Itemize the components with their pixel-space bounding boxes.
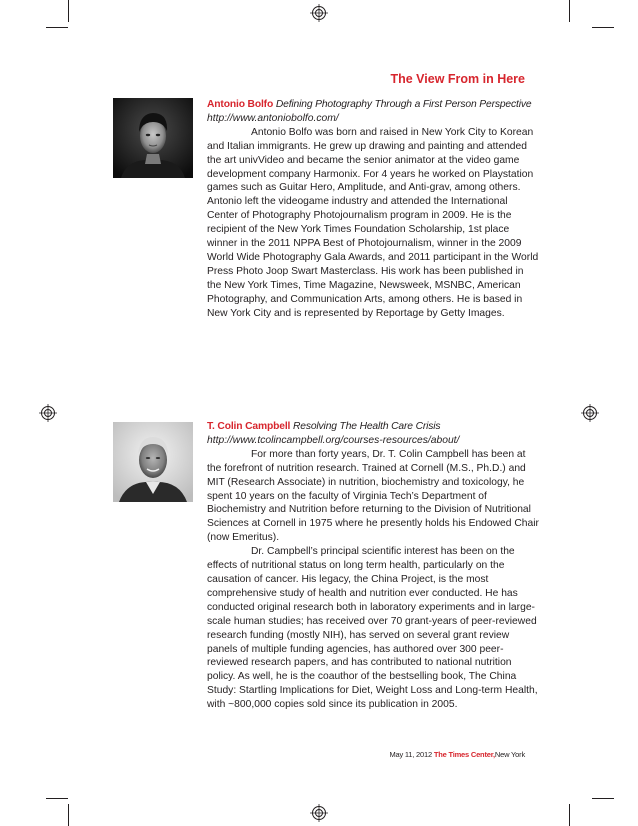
crop-mark [68, 804, 69, 826]
registration-mark-icon [310, 804, 328, 822]
crop-mark [569, 0, 570, 22]
crop-mark [592, 27, 614, 28]
bio-paragraph: Dr. Campbell’s principal scientific interest has been on the effects of nutritional status on long term health, particularly on the causation of cancer. His legacy, the China Project, is the most comprehensive study of health and nutrition ever conducted. He has conducted original research both in laboratory experiments and in large-scale human studies; has received over 70 grant-years of peer-reviewed research funding (mostly NIH), has served on several grant review panels of multiple funding agencies, has authored over 300 peer-reviewed research papers, and has contributed to national nutrition policy. As well, he is the coauthor of the bestselling book, The China Study: Startling Implications for Diet, Weight Loss and Long-term Health, with ~800,000 copies sold since its publication in 2005. [207, 546, 538, 711]
event-date: May 11, 2012 [389, 750, 432, 759]
crop-mark [46, 27, 68, 28]
page-footer [389, 750, 525, 759]
page-title: The View From in Here [390, 72, 525, 86]
speaker-name: Antonio Bolfo [207, 99, 274, 110]
registration-mark-icon [39, 404, 57, 422]
bio-antonio-bolfo [207, 98, 539, 321]
talk-title: Defining Photography Through a First Person Perspective [275, 99, 532, 110]
crop-mark [592, 798, 614, 799]
bio-colin-campbell [207, 420, 539, 712]
crop-mark [46, 798, 68, 799]
bio-paragraph: For more than forty years, Dr. T. Colin Campbell has been at the forefront of nutrition research. Trained at Cornell (M.S., Ph.D.) and MIT (Research Associate) in nutrition, biochemistry and toxicology, he spent 10 years on the faculty of Virginia Tech’s Department of Biochemistry and Nutrition before returning to the Division of Nutritional Sciences at Cornell in 1975 where he presently holds his Endowed Chair (now Emeritus). [207, 448, 539, 544]
registration-mark-icon [581, 404, 599, 422]
portrait-photo-antonio-bolfo [113, 98, 193, 178]
crop-mark [569, 804, 570, 826]
speaker-url-link[interactable]: http://www.tcolincampbell.org/courses-resources/about/ [207, 434, 460, 446]
crop-mark [68, 0, 69, 22]
talk-title: Resolving The Health Care Crisis [292, 421, 441, 432]
bio-heading [207, 420, 539, 434]
bio-heading [207, 98, 539, 112]
speaker-name: T. Colin Campbell [207, 421, 291, 432]
event-venue: The Times Center, [433, 750, 495, 759]
event-city: New York [494, 750, 525, 759]
bio-paragraph: Antonio Bolfo was born and raised in New York City to Korean and Italian immigrants. He grew up drawing and painting and attended the art univVideo and became the senior animator at the video game development company Harmonix. For 4 years he worked on Playstation games such as Guitar Hero, Amplitude, and Anti-grav, among others. Antonio left the videogame industry and attended the International Center of Photography Photojournalism program in 2009. He is the recipient of the New York Times Foundation Scholarship, 1st place winner in the 2011 NPPA Best of Photojournalism, winner in the 2009 World Wide Photography Gala Awards, and 2011 participant in the World Press Photo Joop Swart Masterclass. His work has been published in the New York Times, Time Magazine, Newsweek, MSNBC, American Photography, and Communication Arts, among others. He is based in New York City and is represented by Reportage by Getty Images. [207, 126, 539, 319]
speaker-url-link[interactable]: http://www.antoniobolfo.com/ [207, 112, 339, 124]
portrait-photo-colin-campbell [113, 422, 193, 502]
registration-mark-icon [310, 4, 328, 22]
